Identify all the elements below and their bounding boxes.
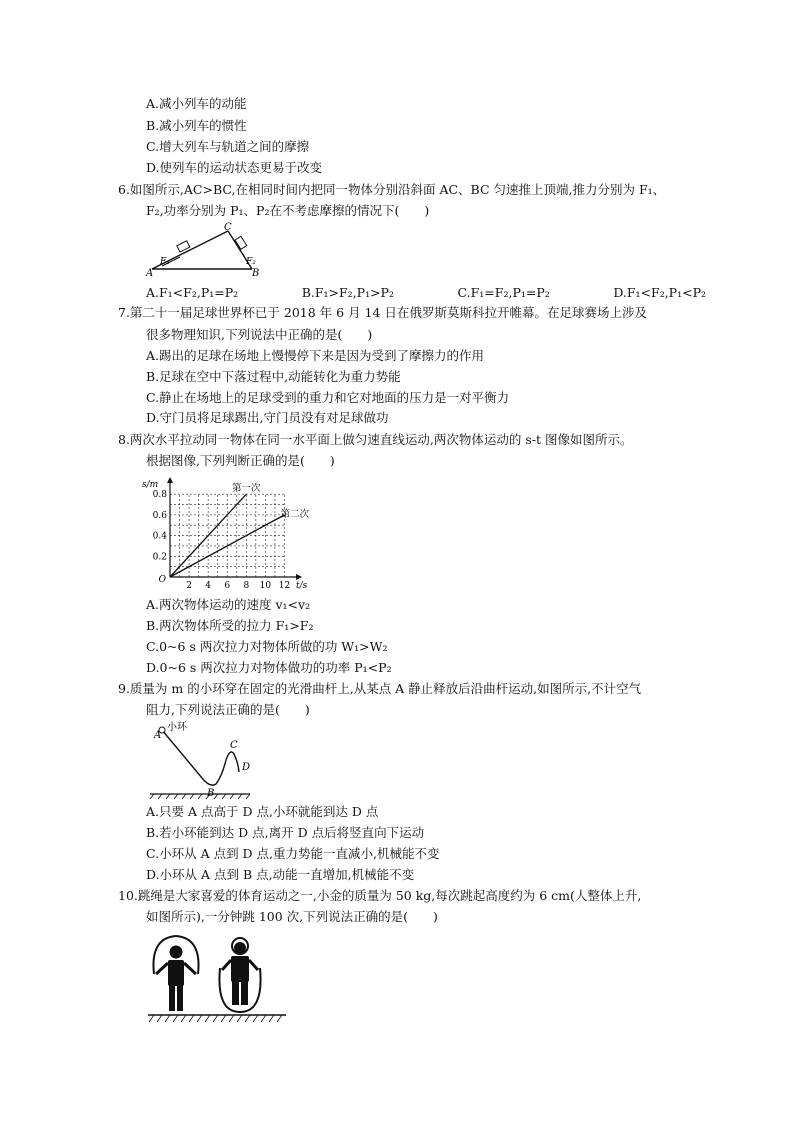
q8-option-a: A.两次物体运动的速度 v₁<v₂ — [146, 597, 311, 612]
series-label-first: 第一次 — [232, 483, 261, 495]
q7-option-d: D.守门员将足球踢出,守门员没有对足球做功 — [146, 410, 389, 425]
q9-stem-line2: 阻力,下列说法正确的是( ) — [146, 702, 310, 717]
y-tick-label: 0.6 — [152, 510, 167, 521]
q8-option-c: C.0~6 s 两次拉力对物体所做的功 W₁>W₂ — [146, 639, 388, 654]
y-axis-arrow — [167, 477, 173, 483]
q10-stem-line2: 如图所示),一分钟跳 100 次,下列说法正确的是( ) — [146, 909, 438, 924]
q7-stem-line2: 很多物理知识,下列说法中正确的是( ) — [146, 327, 373, 342]
q7-option-a: A.踢出的足球在场地上慢慢停下来是因为受到了摩擦力的作用 — [146, 348, 485, 363]
q6-label-f1: F₁ — [160, 257, 170, 267]
x-tick-label: 12 — [278, 581, 291, 591]
q9-label-c: C — [230, 740, 238, 751]
x-axis-arrow — [296, 574, 302, 580]
q7-option-c: C.静止在场地上的足球受到的重力和它对地面的压力是一对平衡力 — [146, 390, 510, 405]
series-label-second: 第二次 — [280, 508, 310, 520]
q6-label-c: C — [224, 222, 232, 233]
y-tick-label: 0.2 — [152, 552, 167, 563]
q9-curved-rod-figure — [140, 720, 270, 800]
q9-stem-line1: 9.质量为 m 的小环穿在固定的光滑曲杆上,从某点 A 静止释放后沿曲杆运动,如图所示,不计空气 — [118, 681, 642, 696]
q6-incline-figure — [140, 222, 270, 277]
x-tick-label: 4 — [205, 581, 212, 591]
q6-option-d: D.F₁<F₂,P₁<P₂ — [613, 285, 706, 300]
q6-stem-line1: 6.如图所示,AC>BC,在相同时间内把同一物体分别沿斜面 AC、BC 匀速推上顶端,推力分别为 F₁、 — [118, 182, 666, 197]
q7-stem-line1: 7.第二十一届足球世界杯已于 2018 年 6 月 14 日在俄罗斯莫斯科拉开帷幕。在足球赛场上涉及 — [118, 305, 647, 320]
q8-stem-line2: 根据图像,下列判断正确的是( ) — [146, 453, 335, 468]
q7-option-b: B.足球在空中下落过程中,动能转化为重力势能 — [146, 369, 401, 384]
q9-label-a: A — [154, 730, 162, 741]
q6-label-b: B — [252, 268, 260, 277]
q5-option-d: D.使列车的运动状态更易于改变 — [146, 160, 323, 175]
q9-option-c: C.小环从 A 点到 D 点,重力势能一直减小,机械能不变 — [146, 846, 440, 861]
y-tick-label: 0.4 — [152, 531, 167, 542]
q9-label-b: B — [207, 788, 215, 799]
q5-option-b: B.减小列车的惯性 — [146, 118, 247, 133]
x-axis-label: t/s — [296, 581, 308, 591]
q9-option-a: A.只要 A 点高于 D 点,小环就能到达 D 点 — [146, 804, 379, 819]
q9-label-ring: 小环 — [167, 722, 187, 733]
x-tick-label: 2 — [186, 581, 192, 591]
q5-option-c: C.增大列车与轨道之间的摩擦 — [146, 139, 310, 154]
q8-st-chart — [140, 475, 310, 593]
q6-label-a: A — [146, 268, 154, 277]
q6-option-a: A.F₁<F₂,P₁=P₂ — [146, 285, 239, 300]
q9-option-d: D.小环从 A 点到 B 点,动能一直增加,机械能不变 — [146, 867, 415, 882]
q6-option-c: C.F₁=F₂,P₁=P₂ — [457, 285, 550, 300]
q10-stem-line1: 10.跳绳是大家喜爱的体育运动之一,小金的质量为 50 kg,每次跳起高度约为 6 cm(人整体上升, — [118, 888, 642, 903]
q6-stem-line2: F₂,功率分别为 P₁、P₂在不考虑摩擦的情况下( ) — [146, 203, 430, 218]
q6-option-b: B.F₁>F₂,P₁>P₂ — [301, 285, 394, 300]
q6-label-f2: F₂ — [246, 257, 256, 267]
q9-label-d: D — [242, 762, 251, 773]
q8-stem-line1: 8.两次水平拉动同一物体在同一水平面上做匀速直线运动,两次物体运动的 s-t 图像如图所示。 — [118, 432, 633, 447]
q9-option-b: B.若小环能到达 D 点,离开 D 点后将竖直向下运动 — [146, 825, 425, 840]
origin-label: O — [158, 575, 166, 585]
x-tick-label: 6 — [224, 581, 231, 591]
q8-option-b: B.两次物体所受的拉力 F₁>F₂ — [146, 618, 314, 633]
q10-jump-rope-figure — [140, 930, 290, 1025]
x-tick-label: 10 — [259, 581, 272, 591]
y-axis-label: s/m — [142, 480, 159, 490]
q5-option-a: A.减小列车的动能 — [146, 96, 247, 111]
q8-option-d: D.0~6 s 两次拉力对物体做功的功率 P₁<P₂ — [146, 660, 392, 675]
x-tick-label: 8 — [243, 581, 250, 591]
y-tick-label: 0.8 — [152, 490, 167, 501]
q6-options — [146, 284, 706, 302]
